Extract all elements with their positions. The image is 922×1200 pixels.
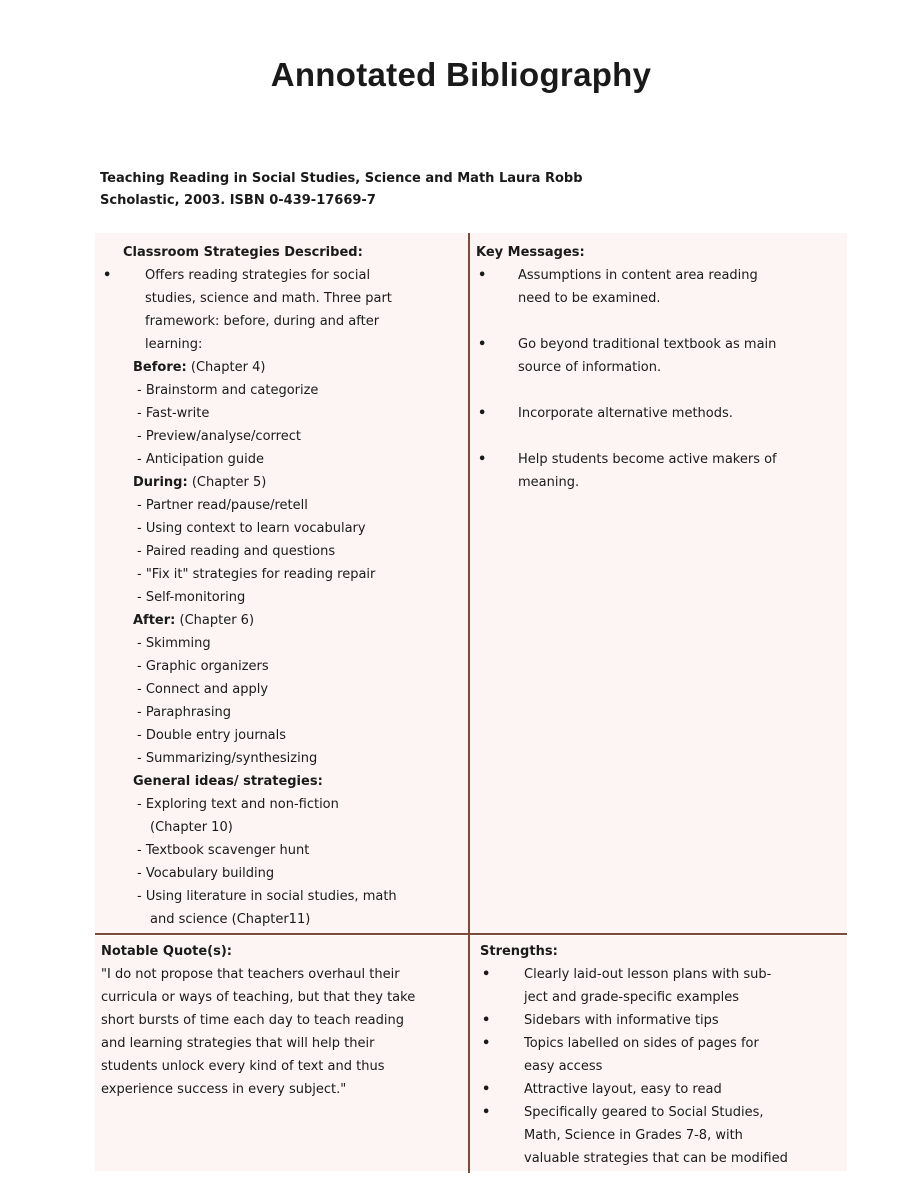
after-label: After: <box>133 613 176 628</box>
key-message-line: meaning. <box>518 475 580 490</box>
strategy-item-continued: (Chapter 10) <box>150 820 233 835</box>
strength-line: Sidebars with informative tips <box>524 1013 719 1028</box>
intro-line: framework: before, during and after <box>145 314 380 329</box>
intro-line: studies, science and math. Three part <box>145 291 392 306</box>
document-title: Annotated Bibliography <box>270 56 652 93</box>
during-chapter: (Chapter 5) <box>191 475 267 490</box>
bullet-icon: • <box>478 337 487 352</box>
during-label: During: <box>133 475 188 490</box>
quote-line: and learning strategies that will help their <box>101 1036 375 1051</box>
strategy-item: - Skimming <box>137 636 211 651</box>
strategy-item: - Preview/analyse/correct <box>137 429 301 444</box>
key-message-line: Incorporate alternative methods. <box>518 406 733 421</box>
strategy-item: - Anticipation guide <box>137 452 265 467</box>
strength-item <box>470 963 847 1009</box>
strategies-cell <box>95 233 468 933</box>
column-divider <box>468 233 470 1173</box>
quote-line: curricula or ways of teaching, but that they take <box>101 990 416 1005</box>
intro-line: learning: <box>145 337 203 352</box>
strategy-item: - Self-monitoring <box>137 590 246 605</box>
strengths-heading: Strengths: <box>480 944 558 959</box>
quote-line: students unlock every kind of text and thus <box>101 1059 385 1074</box>
strength-item <box>470 1009 847 1032</box>
strategy-item: - Summarizing/synthesizing <box>137 751 318 766</box>
strategy-item: - Double entry journals <box>137 728 287 743</box>
notable-quote-cell <box>95 936 468 1171</box>
strategy-item: - Paraphrasing <box>137 705 232 720</box>
strategies-intro <box>95 264 468 356</box>
key-message-line: Assumptions in content area reading <box>518 268 758 283</box>
strategies-heading: Classroom Strategies Described: <box>123 245 363 260</box>
bullet-icon: • <box>482 967 491 982</box>
key-message-line: Go beyond traditional textbook as main <box>518 337 777 352</box>
strategy-item: - Partner read/pause/retell <box>137 498 308 513</box>
strategy-item: - Using literature in social studies, math <box>137 889 397 904</box>
strategy-item: - Vocabulary building <box>137 866 275 881</box>
quote-line: "I do not propose that teachers overhaul their <box>101 967 400 982</box>
strength-line: Math, Science in Grades 7-8, with <box>524 1128 743 1143</box>
quote-line: experience success in every subject." <box>101 1082 347 1097</box>
strength-line: Clearly laid-out lesson plans with sub- <box>524 967 772 982</box>
strategy-item: - Textbook scavenger hunt <box>137 843 310 858</box>
key-messages-cell <box>470 233 847 933</box>
bullet-icon: • <box>103 268 112 283</box>
before-chapter: (Chapter 4) <box>190 360 266 375</box>
key-messages-heading: Key Messages: <box>476 245 585 260</box>
bullet-icon: • <box>478 268 487 283</box>
strength-line: Topics labelled on sides of pages for <box>524 1036 759 1051</box>
strength-item <box>470 1101 847 1170</box>
during-section-heading <box>95 471 468 494</box>
strategy-item: - Connect and apply <box>137 682 269 697</box>
strength-line: easy access <box>524 1059 603 1074</box>
strategy-item-continued: and science (Chapter11) <box>150 912 311 927</box>
citation <box>100 168 583 212</box>
row-divider <box>95 933 847 935</box>
bullet-icon: • <box>482 1082 491 1097</box>
notable-quote-heading: Notable Quote(s): <box>101 944 232 959</box>
bullet-icon: • <box>482 1105 491 1120</box>
bullet-icon: • <box>478 452 487 467</box>
after-section-heading <box>95 609 468 632</box>
strategy-item: - Fast-write <box>137 406 210 421</box>
key-message-line: Help students become active makers of <box>518 452 777 467</box>
bullet-icon: • <box>482 1013 491 1028</box>
strengths-cell <box>470 936 847 1171</box>
strategy-item: - "Fix it" strategies for reading repair <box>137 567 376 582</box>
before-section-heading <box>95 356 468 379</box>
strength-line: valuable strategies that can be modified <box>524 1151 788 1166</box>
strategy-item: - Graphic organizers <box>137 659 269 674</box>
strength-item <box>470 1032 847 1078</box>
strength-line: ject and grade-specific examples <box>524 990 740 1005</box>
bullet-icon: • <box>482 1036 491 1051</box>
strategy-item: - Brainstorm and categorize <box>137 383 319 398</box>
key-message-item <box>470 333 847 379</box>
strength-line: Specifically geared to Social Studies, <box>524 1105 764 1120</box>
citation-publisher-isbn: Scholastic, 2003. ISBN 0-439-17669-7 <box>100 193 376 208</box>
key-message-item <box>470 402 847 425</box>
strategy-item: - Paired reading and questions <box>137 544 336 559</box>
before-label: Before: <box>133 360 187 375</box>
key-message-item <box>470 448 847 494</box>
key-message-item <box>470 264 847 310</box>
strategy-item: - Using context to learn vocabulary <box>137 521 366 536</box>
key-message-line: need to be examined. <box>518 291 661 306</box>
after-chapter: (Chapter 6) <box>179 613 255 628</box>
general-section-heading: General ideas/ strategies: <box>133 774 323 789</box>
bullet-icon: • <box>478 406 487 421</box>
strategy-item: - Exploring text and non-fiction <box>137 797 339 812</box>
strength-line: Attractive layout, easy to read <box>524 1082 722 1097</box>
quote-line: short bursts of time each day to teach reading <box>101 1013 404 1028</box>
intro-line: Offers reading strategies for social <box>145 268 371 283</box>
key-message-line: source of information. <box>518 360 662 375</box>
strength-item <box>470 1078 847 1101</box>
citation-title-author: Teaching Reading in Social Studies, Science and Math Laura Robb <box>100 171 583 186</box>
